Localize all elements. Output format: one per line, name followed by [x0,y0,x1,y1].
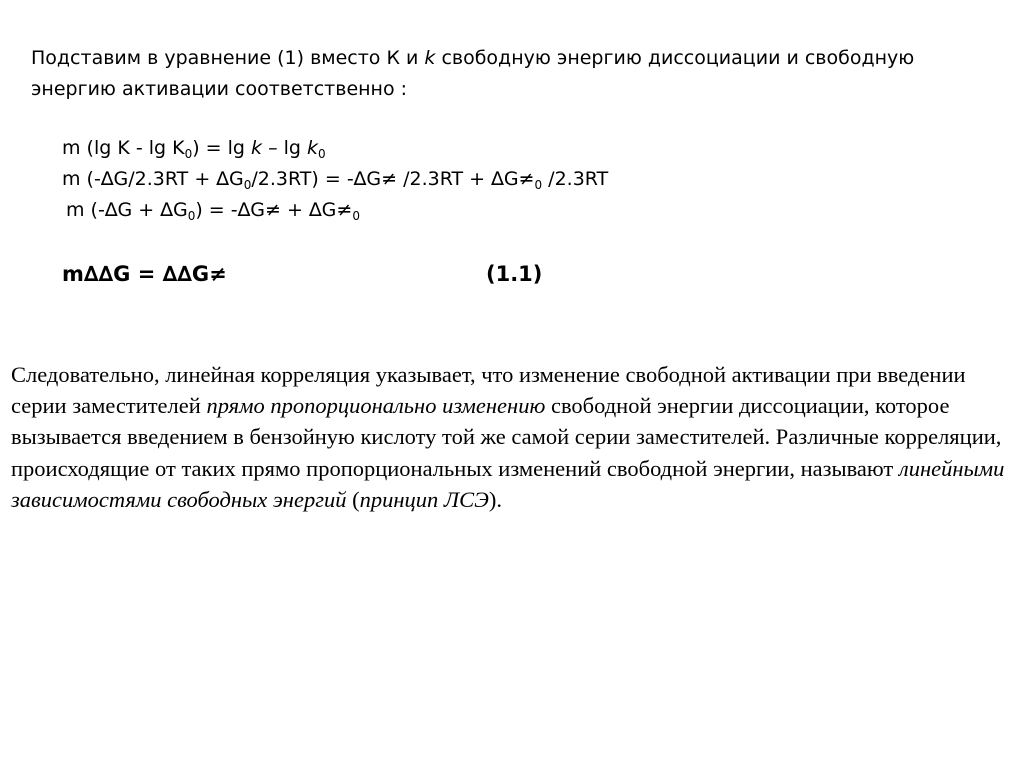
equation-3 [66,198,360,222]
eq2-part-a: m (-∆G/2.3RT + ∆G [62,168,244,190]
eq2-subscript-2: 0 [534,178,543,192]
conclusion-text-2: свободной энергии диссоциации, которое вызывается введением в бензойную кислоту той же самой серии заместителей. Различные корреляции, происходящие от таких прямо пропорциональных изменений свободной энергии, называют [11,393,1002,481]
eq2-part-c: /2.3RT [542,168,609,190]
eq1-subscript-2: 0 [318,147,326,161]
equation-2 [62,167,608,191]
main-equation: m∆∆G = ∆∆G≠ [62,262,227,286]
eq2-part-b: /2.3RT) = -∆G≠ /2.3RT + ∆G≠ [251,168,535,190]
eq1-part-a: m (lg K - lg K [62,137,185,159]
eq1-subscript-1: 0 [184,147,193,161]
conclusion-italic-3: принцип ЛСЭ [359,486,489,512]
conclusion-text-1: Следовательно, линейная корреляция указывает, что изменение свободной активации при введении серии заместителей [11,362,966,419]
eq2-subscript-1: 0 [243,178,252,192]
eq1-part-c: – lg [262,137,307,159]
conclusion-text-3: ( [346,486,360,512]
eq1-part-b: ) = lg [192,137,252,159]
eq1-k-italic-2: k [307,137,319,159]
conclusion-italic-1: прямо пропорционально изменению [206,393,546,419]
eq3-subscript-1: 0 [187,209,196,223]
conclusion-text-4: ). [488,486,502,512]
intro-k-italic: k [424,47,436,69]
eq3-part-b: ) = -∆G≠ + ∆G≠ [195,199,353,221]
intro-text-1: Подставим в уравнение (1) вместо К и [31,47,425,69]
equation-number: (1.1) [486,262,543,286]
conclusion-italic-2: линейными зависимостями свободных энергий [11,455,1005,512]
eq3-subscript-2: 0 [352,209,360,223]
intro-paragraph [31,43,991,105]
intro-text-2: свободную энергию диссоциации и свободную энергию активации соответственно : [31,47,915,100]
eq3-part-a: m (-∆G + ∆G [66,199,188,221]
eq1-k-italic-1: k [251,137,263,159]
equation-1 [62,136,326,160]
conclusion-paragraph [11,359,1011,515]
